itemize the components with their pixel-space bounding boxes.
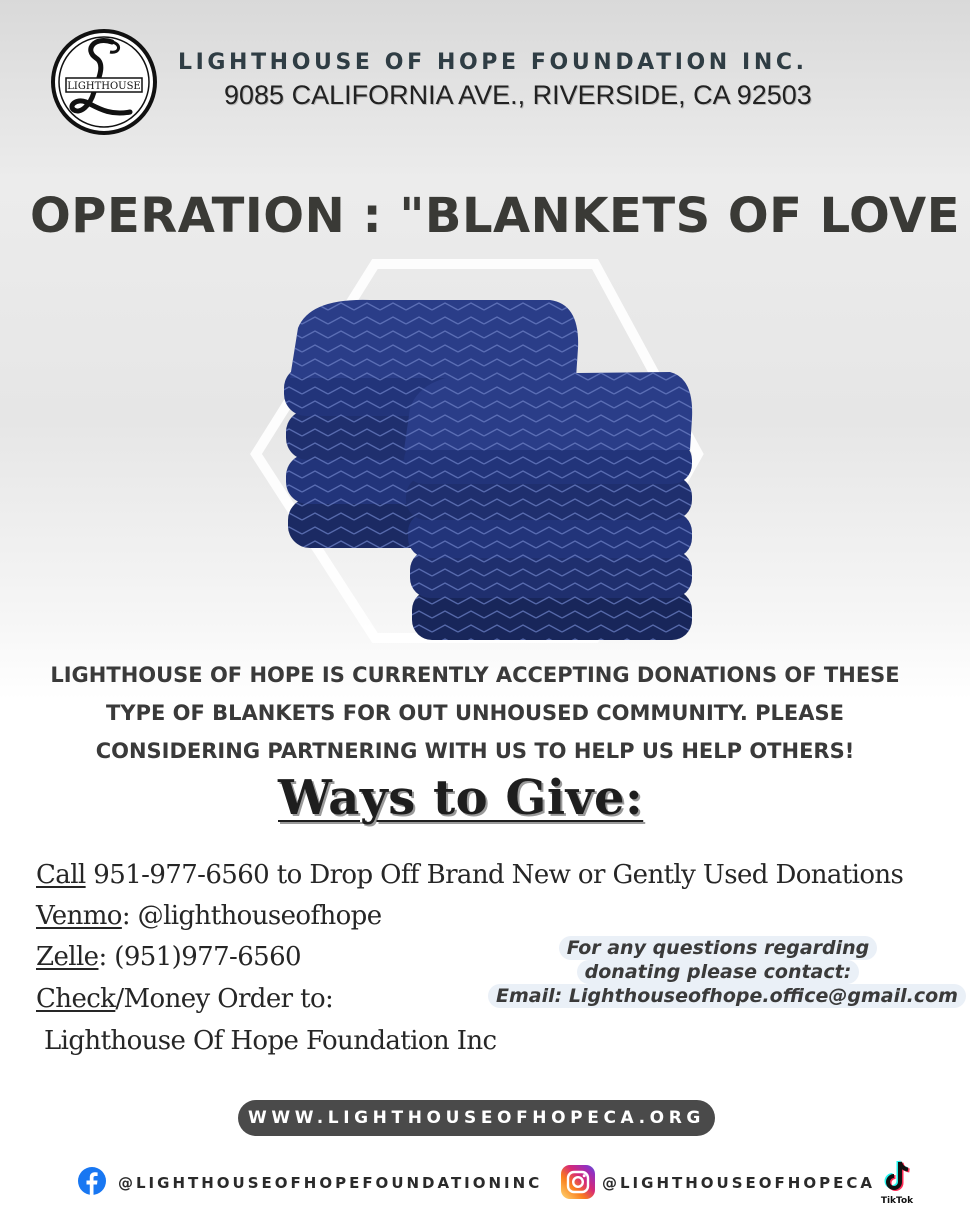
payee-line: Lighthouse Of Hope Foundation Inc [44,1026,497,1056]
contact-info [488,936,958,1008]
zelle-label: Zelle [36,942,99,972]
instagram-icon[interactable] [560,1164,596,1200]
donation-message-line-1: LIGHTHOUSE OF HOPE IS CURRENTLY ACCEPTING DONATIONS OF THESE [50,663,900,687]
blankets-image [250,258,720,643]
donation-message [0,656,950,770]
tiktok-icon[interactable] [878,1158,918,1206]
page-title: OPERATION : "BLANKETS OF LOVE [30,188,960,244]
call-label: Call [36,860,86,890]
check-label: Check [36,984,116,1014]
org-address: 9085 CALIFORNIA AVE., RIVERSIDE, CA 92503 [224,80,812,110]
venmo-text: : @lighthouseofhope [121,901,382,931]
website-link[interactable]: WWW.LIGHTHOUSEOFHOPECA.ORG [238,1100,715,1136]
contact-line-1: For any questions regarding [559,936,878,960]
zelle-line [36,942,301,972]
check-text: /Money Order to: [115,984,334,1014]
org-name: LIGHTHOUSE OF HOPE FOUNDATION INC. [178,50,808,75]
facebook-icon[interactable] [78,1167,106,1195]
blanket-stack-front [404,372,692,640]
venmo-line [36,901,382,931]
foundation-logo [50,28,158,136]
zelle-text: : (951)977-6560 [98,942,302,972]
donation-message-line-3: CONSIDERING PARTNERING WITH US TO HELP US HELP OTHERS! [95,739,855,763]
call-line [36,860,903,890]
check-line [36,984,333,1014]
call-text: 951-977-6560 to Drop Off Brand New or Gently Used Donations [85,860,904,890]
contact-email[interactable]: Email: Lighthouseofhope.office@gmail.com [488,984,966,1008]
tiktok-label: TikTok [880,1196,914,1206]
donation-message-line-2: TYPE OF BLANKETS FOR OUT UNHOUSED COMMUNITY. PLEASE [106,701,844,725]
contact-line-2: donating please contact: [577,960,860,984]
venmo-label: Venmo [36,901,122,931]
logo-text: LIGHTHOUSE [67,81,141,92]
facebook-handle[interactable]: @LIGHTHOUSEOFHOPEFOUNDATIONINC [118,1174,543,1192]
instagram-handle[interactable]: @LIGHTHOUSEOFHOPECA [602,1174,875,1192]
ways-to-give-heading: Ways to Give: [278,770,644,826]
